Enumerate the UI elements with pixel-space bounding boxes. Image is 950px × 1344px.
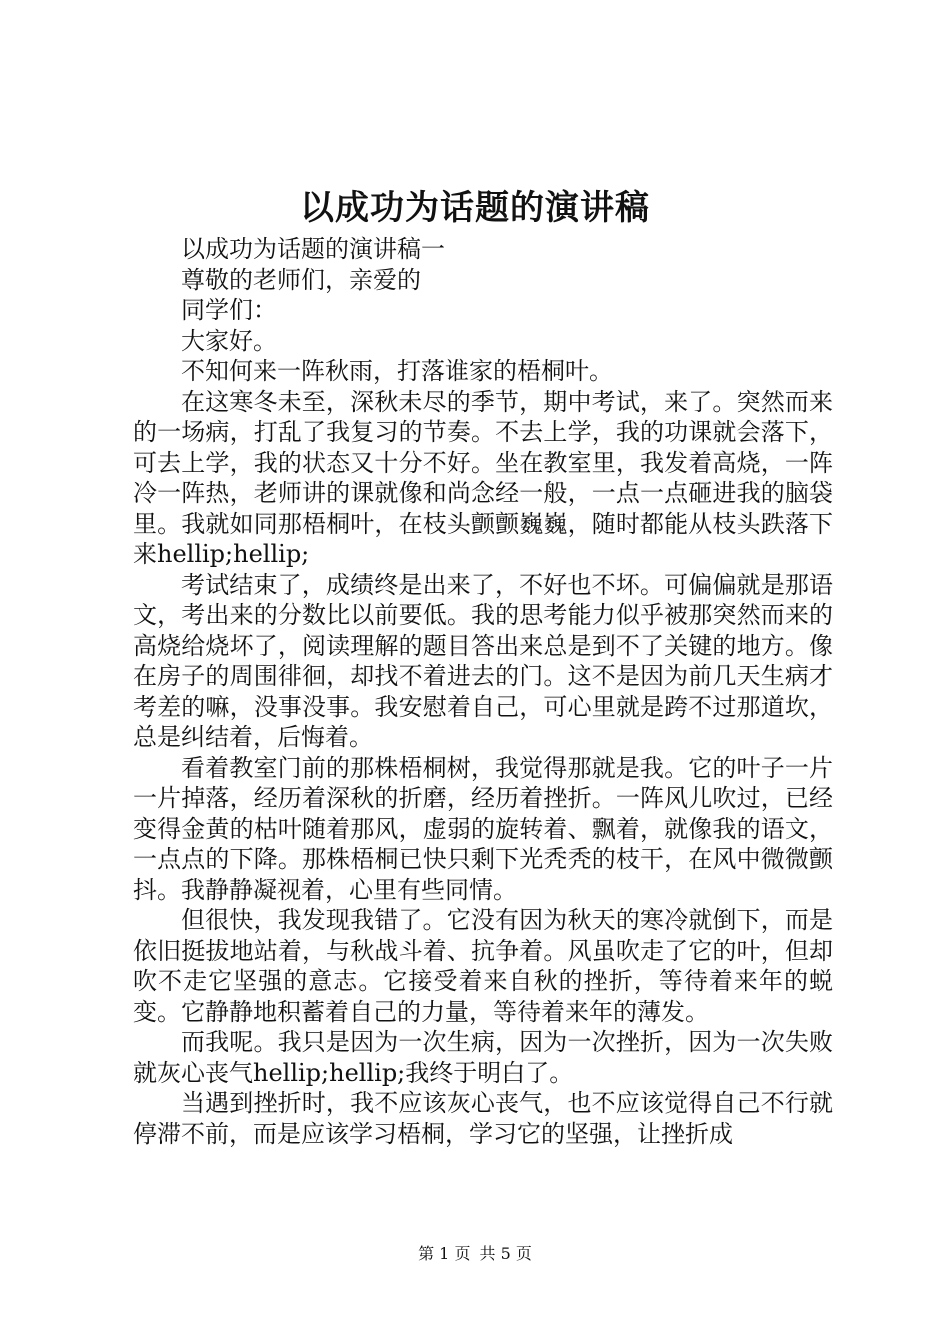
page-footer xyxy=(0,1243,950,1265)
paragraph: 不知何来一阵秋雨，打落谁家的梧桐叶。 xyxy=(181,357,613,385)
paragraph-salutation: 尊敬的老师们，亲爱的 xyxy=(181,265,421,294)
paragraph: 但很快，我发现我错了。它没有因为秋天的寒冷就倒下，而是依旧挺拔地站着，与秋战斗着、抗争着。风虽吹走了它的叶，但却吹不走它坚强的意志。它接受着来自秋的挫折，等待着来年的蜕变。它静静地积蓄着自己的力量，等待着来年的薄发。 xyxy=(133,906,833,1026)
paragraph-salutation-cont: 同学们： xyxy=(181,296,277,324)
page-number: 第 1 页 xyxy=(418,1244,471,1263)
document-title: 以成功为话题的演讲稿 xyxy=(300,188,650,228)
paragraph: 而我呢。我只是因为一次生病，因为一次挫折，因为一次失败就灰心丧气hellip;hellip;我终于明白了。 xyxy=(133,1028,833,1087)
paragraph-heading: 以成功为话题的演讲稿一 xyxy=(181,235,445,263)
paragraph-greeting: 大家好。 xyxy=(181,326,277,355)
paragraph: 看着教室门前的那株梧桐树，我觉得那就是我。它的叶子一片一片掉落，经历着深秋的折磨，经历着挫折。一阵风儿吹过，已经变得金黄的枯叶随着那风，虚弱的旋转着、飘着，就像我的语文，一点点的下降。那株梧桐已快只剩下光秃秃的枝干，在风中微微颤抖。我静静凝视着，心里有些同情。 xyxy=(133,753,833,904)
page-total: 共 5 页 xyxy=(479,1244,532,1263)
paragraph: 考试结束了，成绩终是出来了，不好也不坏。可偏偏就是那语文，考出来的分数比以前要低。我的思考能力似乎被那突然而来的高烧给烧坏了，阅读理解的题目答出来总是到不了关键的地方。像在房子的周围徘徊，却找不着进去的门。这不是因为前几天生病才考差的嘛，没事没事。我安慰着自己，可心里就是跨不过那道坎，总是纠结着，后悔着。 xyxy=(133,570,833,751)
document-body xyxy=(133,234,833,1149)
paragraph: 在这寒冬未至，深秋未尽的季节，期中考试，来了。突然而来的一场病，打乱了我复习的节奏。不去上学，我的功课就会落下，可去上学，我的状态又十分不好。坐在教室里，我发着高烧，一阵冷一阵热，老师讲的课就像和尚念经一般，一点一点砸进我的脑袋里。我就如同那梧桐叶，在枝头颤颤巍巍，随时都能从枝头跌落下来hellip;hellip; xyxy=(133,387,833,568)
paragraph: 当遇到挫折时，我不应该灰心丧气，也不应该觉得自己不行就停滞不前，而是应该学习梧桐，学习它的坚强，让挫折成 xyxy=(133,1089,833,1148)
